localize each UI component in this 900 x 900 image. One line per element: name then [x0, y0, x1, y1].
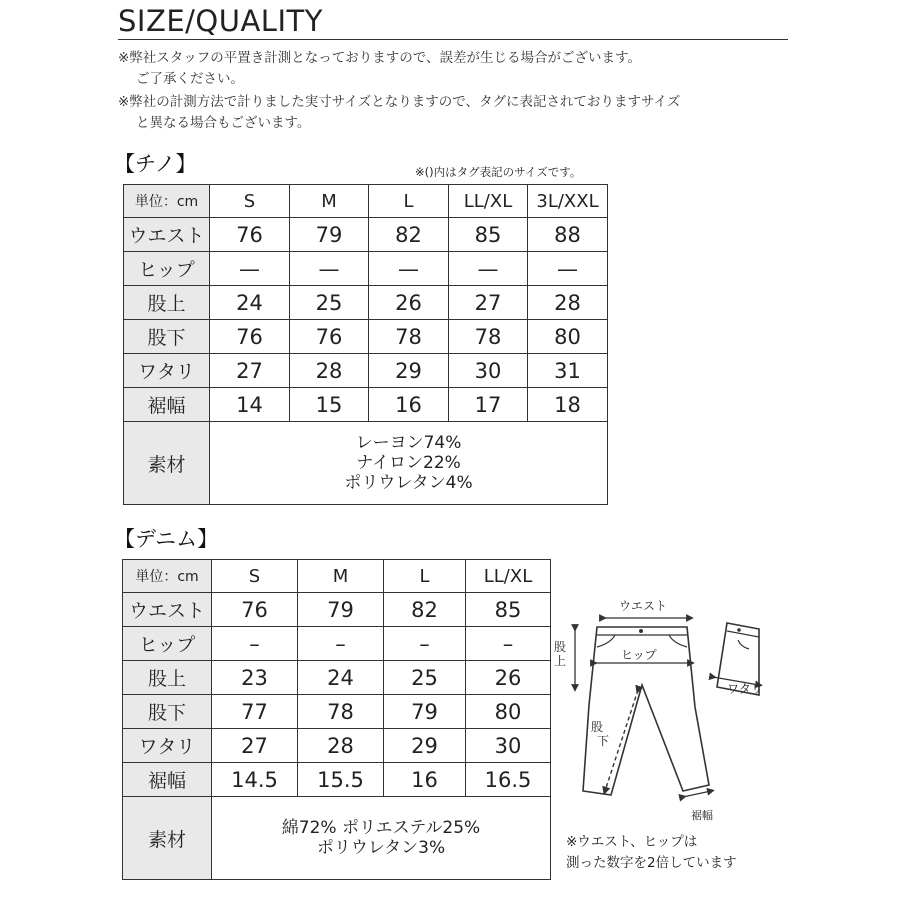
- row-label: 股下: [124, 320, 210, 354]
- title-divider: [118, 39, 788, 40]
- table-cell: 80: [466, 695, 551, 729]
- table-cell: 25: [290, 286, 369, 320]
- table-cell: 24: [210, 286, 290, 320]
- table-cell: 78: [449, 320, 528, 354]
- measurement-note-2: [118, 92, 798, 134]
- table-cell: —: [449, 252, 528, 286]
- table-cell: 78: [369, 320, 449, 354]
- size-header: 3L/XXL: [528, 185, 608, 218]
- size-header: S: [212, 560, 298, 593]
- chino-section-title: 【チノ】: [114, 152, 197, 176]
- table-row: [123, 661, 551, 695]
- material-label: 素材: [124, 422, 210, 505]
- table-row: [123, 695, 551, 729]
- table-cell: 85: [449, 218, 528, 252]
- table-cell: 31: [528, 354, 608, 388]
- table-cell: 15: [290, 388, 369, 422]
- size-header: LL/XL: [449, 185, 528, 218]
- row-label: 股下: [123, 695, 212, 729]
- table-cell: 79: [384, 695, 466, 729]
- hem-label: 裾幅: [691, 809, 713, 822]
- table-row: [124, 286, 608, 320]
- table-cell: 76: [212, 593, 298, 627]
- measurement-note-1: [118, 48, 798, 90]
- table-row: [123, 593, 551, 627]
- diagram-note-line-2: 測った数字を2倍しています: [566, 855, 737, 871]
- table-cell: –: [298, 627, 384, 661]
- row-label: 裾幅: [123, 763, 212, 797]
- material-line: レーヨン74%: [355, 433, 462, 453]
- table-cell: 29: [369, 354, 449, 388]
- table-row: [124, 388, 608, 422]
- table-row: [124, 320, 608, 354]
- table-header-row: [123, 560, 551, 593]
- size-header: L: [369, 185, 449, 218]
- table-cell: 85: [466, 593, 551, 627]
- unit-label: 単位：cm: [123, 560, 212, 593]
- denim-size-table: [122, 559, 551, 880]
- table-cell: 79: [298, 593, 384, 627]
- table-row: [123, 627, 551, 661]
- row-label: ワタリ: [123, 729, 212, 763]
- table-cell: 79: [290, 218, 369, 252]
- material-value: [210, 422, 608, 505]
- table-cell: 14.5: [212, 763, 298, 797]
- row-label: ウエスト: [123, 593, 212, 627]
- pants-diagram-illustration: [545, 595, 765, 825]
- table-cell: 82: [369, 218, 449, 252]
- measurement-diagram: [545, 595, 765, 825]
- tag-size-note: ※()内はタグ表記のサイズです。: [415, 165, 582, 179]
- table-cell: —: [290, 252, 369, 286]
- table-cell: 27: [212, 729, 298, 763]
- table-cell: 88: [528, 218, 608, 252]
- table-row: [123, 763, 551, 797]
- material-line: ポリウレタン4%: [344, 473, 473, 493]
- row-label: 股上: [123, 661, 212, 695]
- table-cell: 26: [466, 661, 551, 695]
- inseam-label-top: 股: [591, 720, 604, 734]
- table-cell: 77: [212, 695, 298, 729]
- table-row: [124, 354, 608, 388]
- thigh-label: ワタリ: [727, 682, 763, 696]
- size-header: LL/XL: [466, 560, 551, 593]
- table-cell: 27: [210, 354, 290, 388]
- table-cell: 28: [298, 729, 384, 763]
- table-cell: 14: [210, 388, 290, 422]
- denim-section-title: 【デニム】: [114, 527, 219, 551]
- table-cell: 82: [384, 593, 466, 627]
- table-cell: 76: [210, 218, 290, 252]
- note-1-line-1: ※弊社スタッフの平置き計測となっておりますので、誤差が生じる場合がございます。: [118, 50, 641, 66]
- table-row: [124, 218, 608, 252]
- table-cell: –: [384, 627, 466, 661]
- table-row: [123, 729, 551, 763]
- table-cell: 76: [210, 320, 290, 354]
- page-title: SIZE/QUALITY: [118, 4, 323, 38]
- hip-label: ヒップ: [621, 648, 657, 662]
- material-label: 素材: [123, 797, 212, 880]
- row-label: ウエスト: [124, 218, 210, 252]
- table-cell: 25: [384, 661, 466, 695]
- material-row: [124, 422, 608, 505]
- material-line: 綿72% ポリエステル25%: [281, 818, 481, 838]
- unit-label: 単位：cm: [124, 185, 210, 218]
- table-cell: 30: [449, 354, 528, 388]
- table-cell: 24: [298, 661, 384, 695]
- size-header: M: [290, 185, 369, 218]
- diagram-note-line-1: ※ウエスト、ヒップは: [566, 834, 698, 850]
- row-label: ワタリ: [124, 354, 210, 388]
- table-cell: 30: [466, 729, 551, 763]
- table-cell: 80: [528, 320, 608, 354]
- table-cell: —: [528, 252, 608, 286]
- table-cell: 28: [528, 286, 608, 320]
- table-header-row: [124, 185, 608, 218]
- material-line: ポリウレタン3%: [316, 838, 446, 858]
- table-cell: 17: [449, 388, 528, 422]
- table-cell: 23: [212, 661, 298, 695]
- table-cell: 28: [290, 354, 369, 388]
- table-cell: 16: [369, 388, 449, 422]
- note-1-line-2: ご了承ください。: [136, 71, 244, 87]
- row-label: 股上: [124, 286, 210, 320]
- table-cell: 76: [290, 320, 369, 354]
- waist-label: ウエスト: [619, 599, 668, 613]
- note-2-line-1: ※弊社の計測方法で計りました実寸サイズとなりますので、タグに表記されておりますサイズ: [118, 94, 681, 110]
- rise-label-top: 股: [554, 640, 567, 654]
- table-cell: 78: [298, 695, 384, 729]
- row-label: ヒップ: [124, 252, 210, 286]
- table-row: [124, 252, 608, 286]
- table-cell: 16.5: [466, 763, 551, 797]
- diagram-note: [566, 832, 737, 874]
- row-label: ヒップ: [123, 627, 212, 661]
- chino-size-table: [123, 184, 608, 505]
- table-cell: —: [210, 252, 290, 286]
- size-header: M: [298, 560, 384, 593]
- table-cell: 15.5: [298, 763, 384, 797]
- table-cell: 27: [449, 286, 528, 320]
- table-cell: 16: [384, 763, 466, 797]
- table-cell: 26: [369, 286, 449, 320]
- rise-label-bottom: 上: [554, 654, 567, 668]
- inseam-label-bottom: 下: [597, 734, 610, 748]
- note-2-line-2: と異なる場合もございます。: [136, 115, 311, 131]
- material-line: ナイロン22%: [356, 453, 461, 473]
- material-value: [212, 797, 551, 880]
- table-cell: –: [212, 627, 298, 661]
- material-row: [123, 797, 551, 880]
- table-cell: –: [466, 627, 551, 661]
- size-header: L: [384, 560, 466, 593]
- table-cell: —: [369, 252, 449, 286]
- size-header: S: [210, 185, 290, 218]
- table-cell: 18: [528, 388, 608, 422]
- row-label: 裾幅: [124, 388, 210, 422]
- table-cell: 29: [384, 729, 466, 763]
